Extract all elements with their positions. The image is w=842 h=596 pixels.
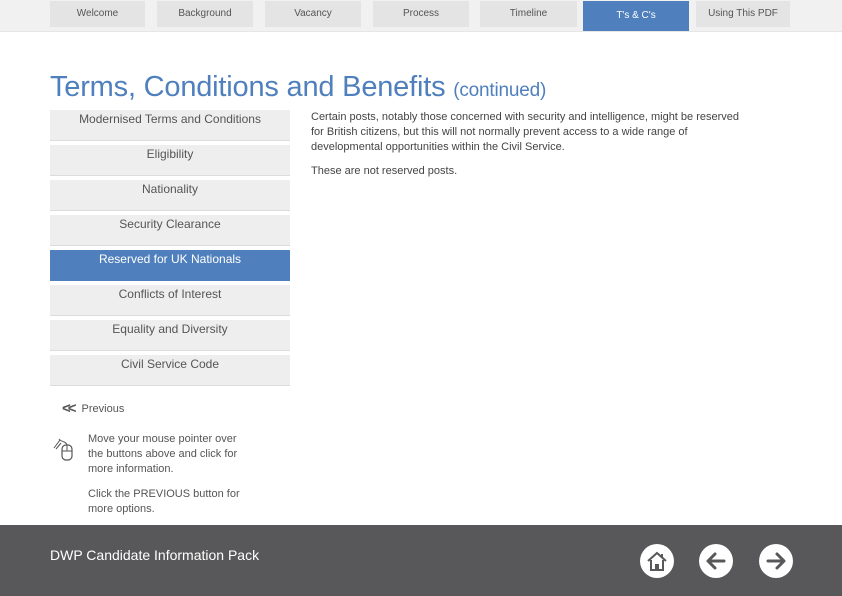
home-button[interactable] bbox=[640, 544, 674, 578]
tab-timeline[interactable]: Timeline bbox=[480, 1, 577, 27]
tab-using-this-pdf[interactable]: Using This PDF bbox=[696, 1, 790, 27]
help-text bbox=[88, 432, 248, 527]
footer-title: DWP Candidate Information Pack bbox=[50, 547, 260, 563]
content-paragraph: These are not reserved posts. bbox=[311, 165, 458, 177]
tab-process[interactable]: Process bbox=[373, 1, 469, 27]
menu-item-conflicts-of-interest[interactable]: Conflicts of Interest bbox=[50, 285, 290, 316]
menu-item-security-clearance[interactable]: Security Clearance bbox=[50, 215, 290, 246]
tab-ts-and-cs[interactable]: T's & C's bbox=[583, 1, 689, 31]
nav-divider bbox=[0, 31, 842, 32]
previous-hint: Click the PREVIOUS button for more options. bbox=[88, 488, 240, 515]
previous-button[interactable] bbox=[62, 402, 124, 416]
previous-label: Previous bbox=[81, 403, 125, 415]
double-chevron-left-icon: << bbox=[62, 400, 74, 417]
menu-item-civil-service-code[interactable]: Civil Service Code bbox=[50, 355, 290, 386]
menu-item-eligibility[interactable]: Eligibility bbox=[50, 145, 290, 176]
content-paragraph: Certain posts, notably those concerned with security and intelligence, might be reserved for British citizens, but this will not normally prevent access to a wide range of developmental opportunities within the Civil Service. bbox=[311, 111, 740, 153]
arrow-right-icon bbox=[759, 544, 793, 578]
tab-background[interactable]: Background bbox=[157, 1, 253, 27]
tab-vacancy[interactable]: Vacancy bbox=[265, 1, 361, 27]
menu-item-modernised-terms[interactable]: Modernised Terms and Conditions bbox=[50, 110, 290, 141]
home-icon bbox=[640, 544, 674, 578]
footer bbox=[0, 525, 842, 596]
arrow-left-icon bbox=[699, 544, 733, 578]
mouse-hint: Move your mouse pointer over the buttons above and click for more information. bbox=[88, 433, 238, 475]
mouse-pointer-icon bbox=[52, 436, 78, 462]
content-panel bbox=[311, 110, 741, 188]
menu-item-equality-diversity[interactable]: Equality and Diversity bbox=[50, 320, 290, 351]
menu-item-reserved-uk-nationals[interactable]: Reserved for UK Nationals bbox=[50, 250, 290, 281]
tab-welcome[interactable]: Welcome bbox=[50, 1, 145, 27]
page-title-text: Terms, Conditions and Benefits bbox=[50, 71, 446, 103]
menu-item-nationality[interactable]: Nationality bbox=[50, 180, 290, 211]
back-button[interactable] bbox=[699, 544, 733, 578]
page-title bbox=[50, 71, 546, 104]
top-nav bbox=[0, 0, 842, 31]
page-subtitle: (continued) bbox=[453, 80, 547, 101]
forward-button[interactable] bbox=[759, 544, 793, 578]
